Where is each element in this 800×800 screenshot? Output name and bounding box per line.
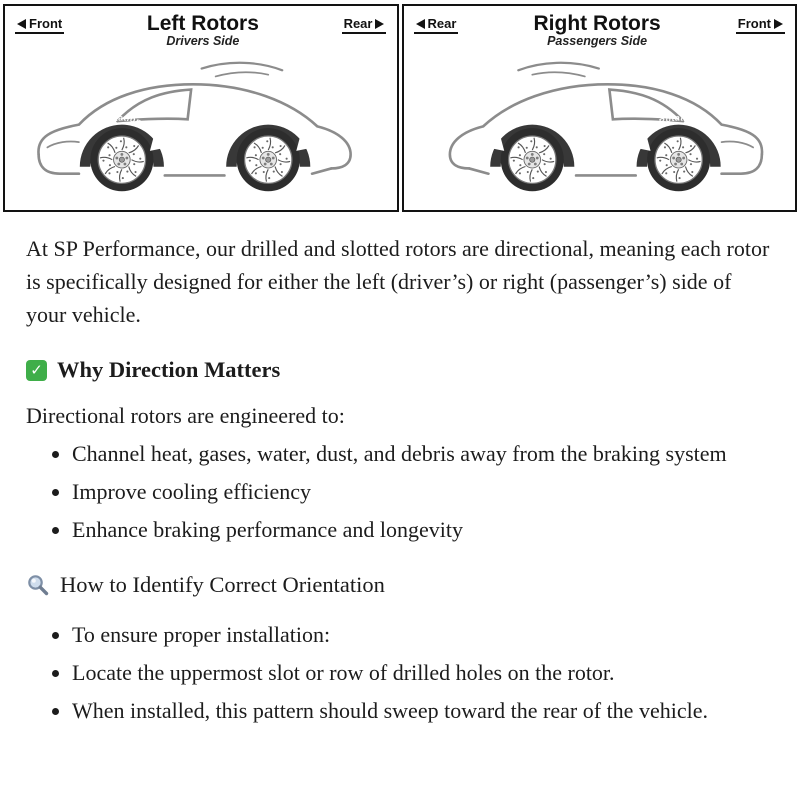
rotation-label: Rotation — [100, 112, 144, 128]
front-direction-arrow — [15, 16, 64, 34]
right-rotors-panel — [402, 4, 798, 212]
rear-label: Rear — [343, 16, 373, 31]
identify-orientation-heading — [26, 572, 774, 598]
drilled-slotted-rotor — [647, 128, 710, 191]
why-bullet-list — [26, 437, 774, 546]
drilled-slotted-rotor — [500, 128, 563, 191]
rotor-orientation-diagram — [0, 0, 800, 212]
front-label: Front — [29, 16, 63, 31]
rear-direction-arrow — [414, 16, 459, 34]
right-car-illustration — [404, 44, 796, 200]
drilled-slotted-rotor — [237, 128, 300, 191]
right-panel-header — [404, 6, 796, 48]
left-panel-header — [5, 6, 397, 48]
engineered-to-lead: Directional rotors are engineered to: — [26, 403, 345, 428]
panel-title: Right Rotors — [533, 12, 661, 35]
drilled-slotted-rotor — [90, 128, 153, 191]
rear-wheel-rotor — [490, 113, 574, 192]
rear-direction-arrow — [342, 16, 387, 34]
rotation-label: Rotation — [510, 112, 554, 128]
list-item: • Locate the uppermost slot or row of drilled holes on the rotor. — [72, 656, 774, 689]
left-panel-title-block — [147, 13, 259, 48]
right-panel-title-block — [534, 13, 661, 48]
intro-paragraph: At SP Performance, our drilled and slotted rotors are directional, meaning each rotor is specifically designed for either the left (driver’s) or right (passenger’s) side of your vehicle. — [26, 236, 770, 327]
heading-text: Why Direction Matters — [57, 357, 281, 382]
list-item: • Enhance braking performance and longevity — [72, 513, 774, 546]
panel-subtitle: Drivers Side — [166, 34, 240, 49]
list-item: • When installed, this pattern should sweep toward the rear of the vehicle. — [72, 694, 774, 727]
arrow-left-icon — [17, 19, 26, 29]
heading-text: How to Identify Correct Orientation — [60, 572, 385, 597]
arrow-right-icon — [774, 19, 783, 29]
panel-title: Left Rotors — [146, 12, 259, 35]
why-direction-matters-heading — [26, 357, 774, 383]
magnifier-icon — [26, 573, 50, 597]
front-wheel-rotor — [636, 113, 720, 192]
arrow-right-icon — [375, 19, 384, 29]
rotation-label: Rotation — [656, 112, 700, 128]
rear-label: Rear — [427, 16, 457, 31]
panel-subtitle: Passengers Side — [547, 34, 648, 49]
list-item: • To ensure proper installation: — [72, 618, 774, 651]
front-direction-arrow — [736, 16, 785, 34]
check-icon: ✓ — [26, 360, 47, 381]
arrow-left-icon — [416, 19, 425, 29]
rear-wheel-rotor — [226, 113, 310, 192]
rotation-label: Rotation — [246, 112, 290, 128]
article-body — [0, 212, 800, 727]
front-label: Front — [737, 16, 771, 31]
list-item: • Improve cooling efficiency — [72, 475, 774, 508]
left-car-illustration — [5, 44, 397, 200]
identify-bullet-list — [26, 618, 774, 727]
left-rotors-panel — [3, 4, 399, 212]
front-wheel-rotor — [80, 113, 164, 192]
list-item: • Channel heat, gases, water, dust, and debris away from the braking system — [72, 437, 774, 470]
